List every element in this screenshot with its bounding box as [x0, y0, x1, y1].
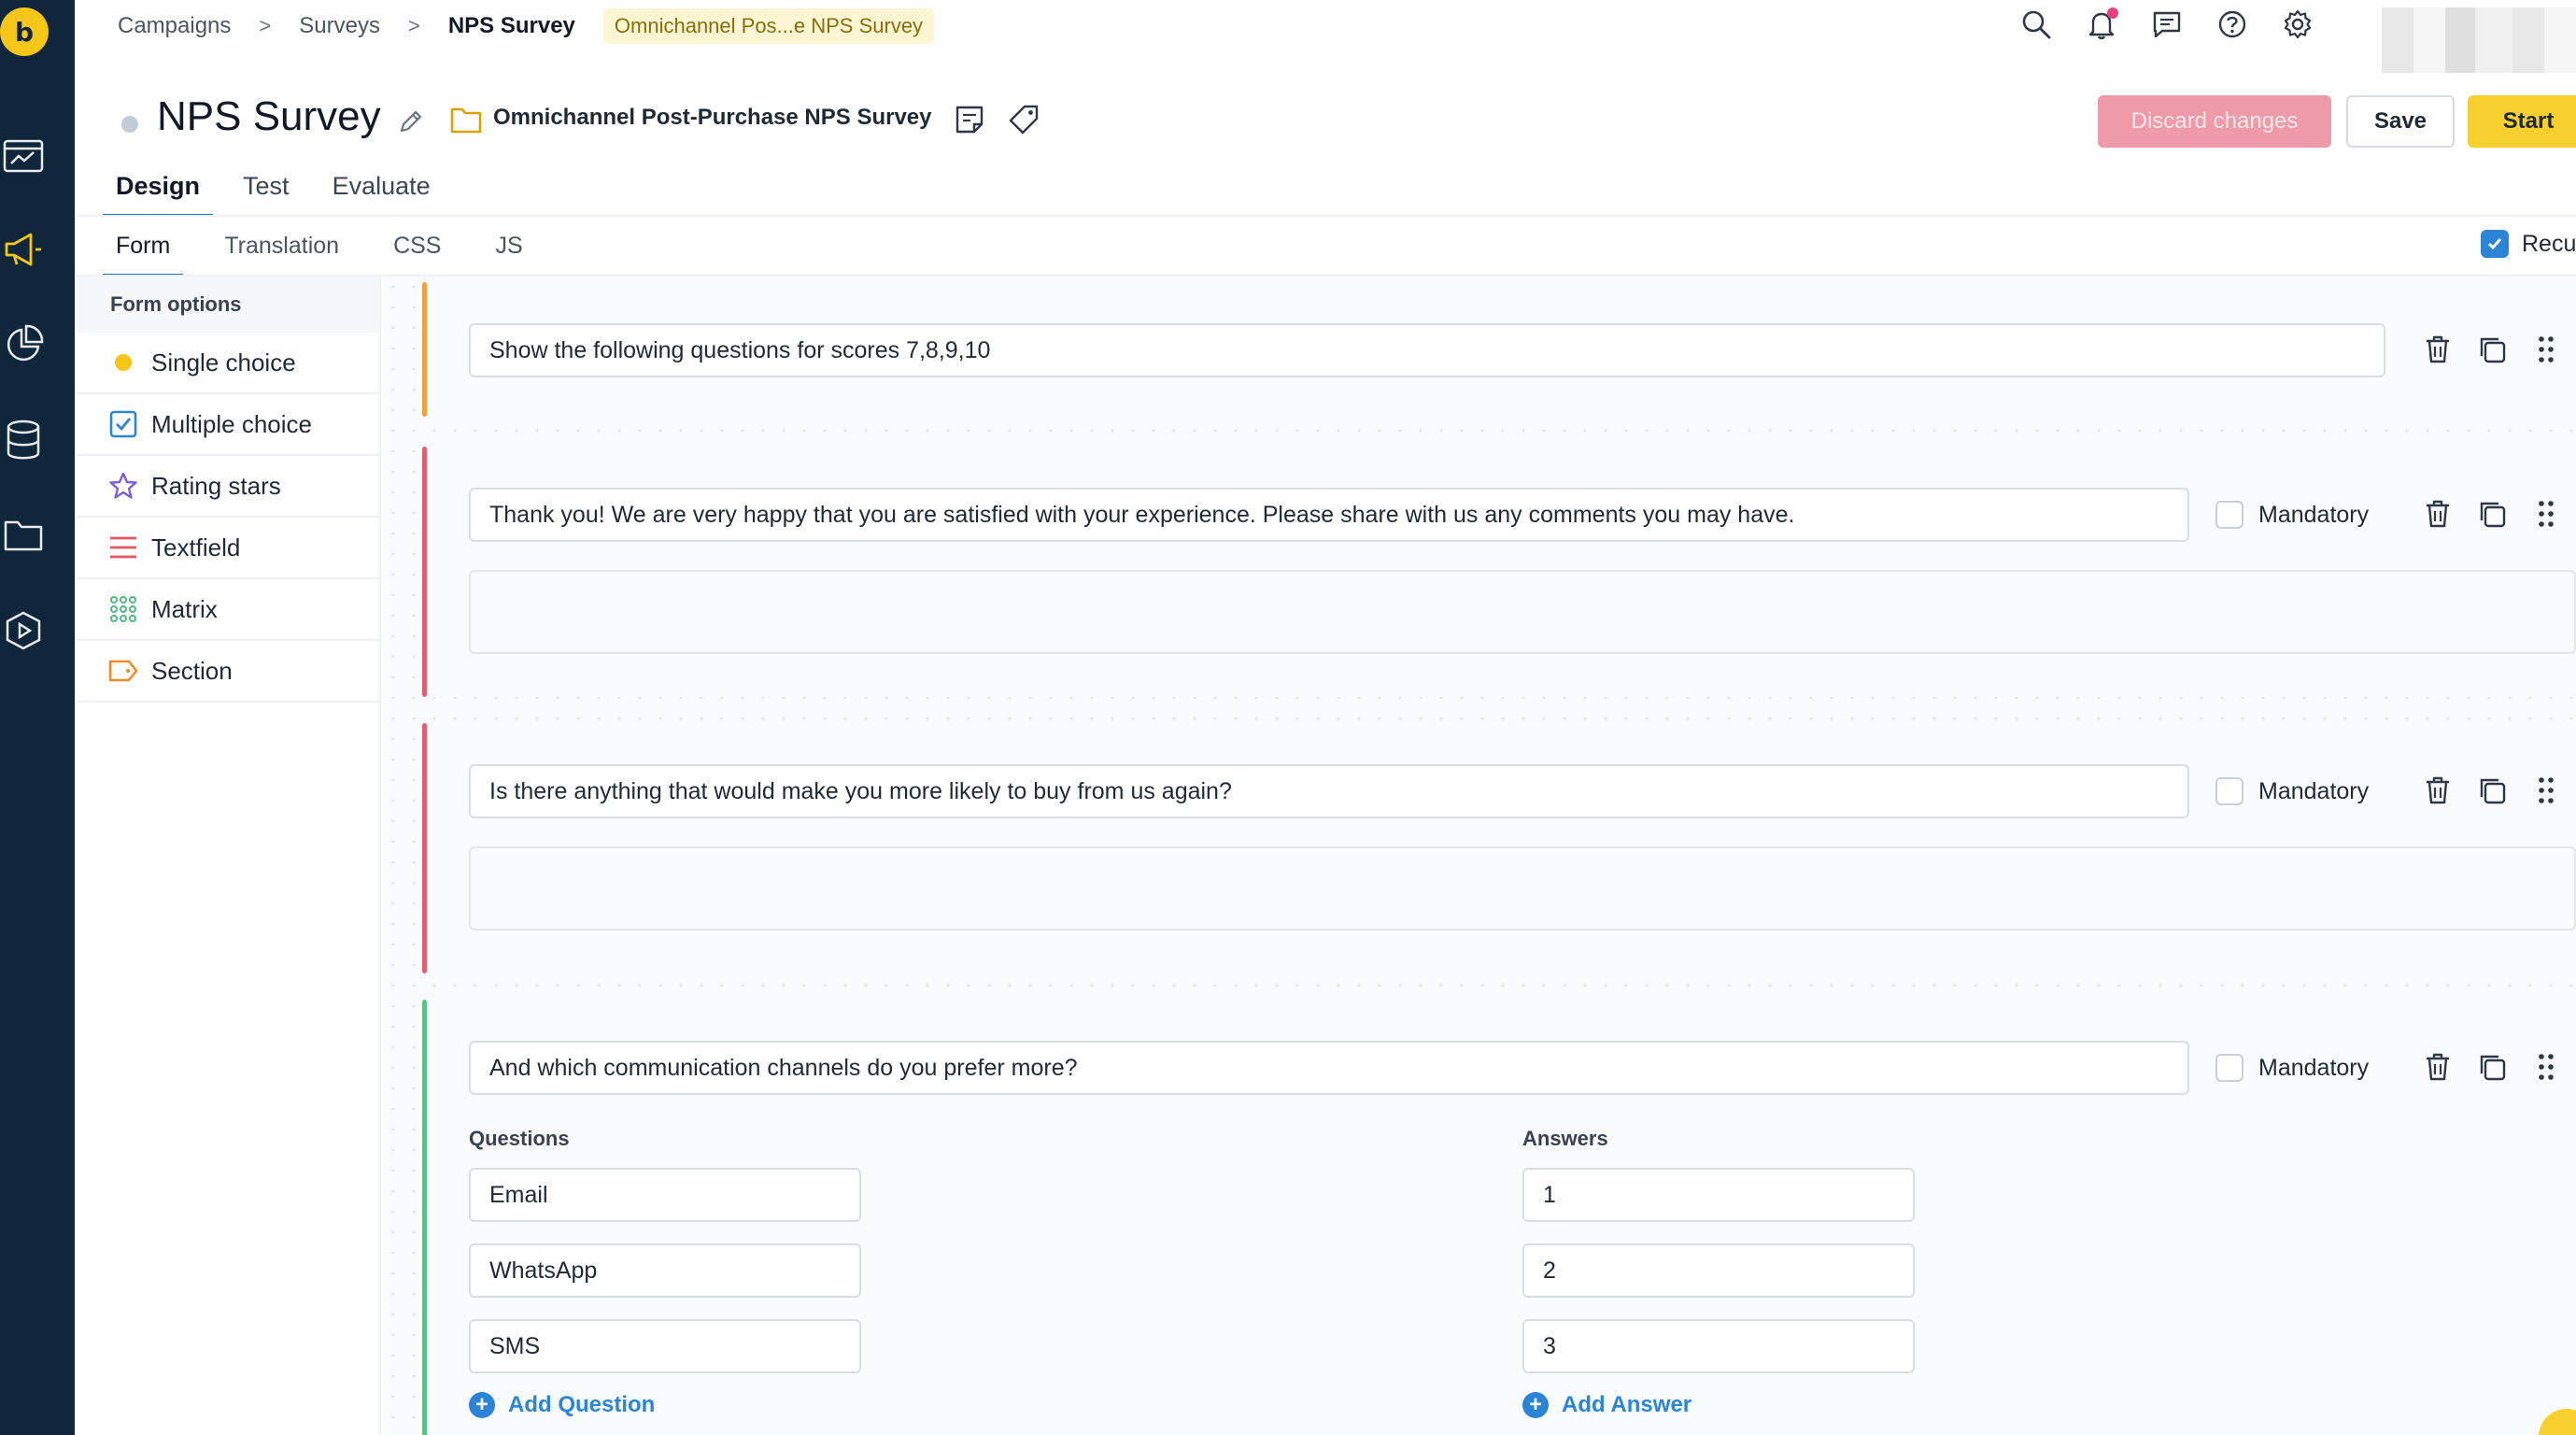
option-label: Single choice	[151, 348, 296, 377]
drag-handle-icon[interactable]	[2529, 1050, 2563, 1084]
matrix-answer-input[interactable]: 2	[1522, 1243, 1915, 1298]
question-text-input[interactable]: Is there anything that would make you more likely to buy from us again?	[469, 764, 2189, 818]
question-card-matrix-channels	[422, 1000, 2576, 1435]
breadcrumb-separator: >	[259, 14, 272, 37]
breadcrumb-campaigns[interactable]: Campaigns	[118, 13, 232, 38]
recurring-label: Recu	[2522, 230, 2576, 257]
duplicate-copy-icon[interactable]	[2475, 497, 2509, 531]
dashboard-icon[interactable]	[0, 133, 47, 179]
star-icon	[108, 471, 138, 501]
option-multiple-choice[interactable]	[77, 394, 379, 456]
matrix-answer-input[interactable]: 1	[1522, 1168, 1915, 1222]
section-card-scores	[422, 282, 2576, 417]
option-single-choice[interactable]	[77, 333, 379, 394]
tab-evaluate[interactable]: Evaluate	[332, 172, 431, 200]
option-rating-stars[interactable]	[77, 456, 379, 518]
messages-icon[interactable]	[2148, 6, 2186, 43]
survey-folder-name[interactable]: Omnichannel Post-Purchase NPS Survey	[493, 105, 932, 130]
mandatory-label: Mandatory	[2258, 1054, 2370, 1081]
notification-badge	[2107, 7, 2118, 19]
duplicate-copy-icon[interactable]	[2475, 333, 2509, 366]
discard-changes-button[interactable]: Discard changes	[2098, 95, 2331, 148]
option-matrix[interactable]	[77, 579, 379, 641]
option-label: Multiple choice	[151, 409, 312, 438]
drag-handle-icon[interactable]	[2529, 774, 2563, 807]
main-tabs	[103, 166, 460, 217]
card-actions	[2421, 333, 2563, 366]
answer-textarea-preview[interactable]	[469, 570, 2576, 654]
matrix-question-input[interactable]: Email	[469, 1168, 861, 1222]
pie-chart-icon[interactable]	[0, 321, 47, 368]
breadcrumb-separator: >	[407, 14, 420, 37]
mandatory-label: Mandatory	[2258, 501, 2370, 528]
tab-test[interactable]: Test	[243, 172, 290, 200]
megaphone-icon[interactable]	[0, 226, 47, 273]
matrix-question-input[interactable]: WhatsApp	[469, 1243, 861, 1298]
notes-icon[interactable]	[953, 103, 986, 136]
card-accent-bar	[422, 282, 427, 417]
tab-design[interactable]: Design	[103, 166, 213, 217]
drag-handle-icon[interactable]	[2529, 333, 2563, 366]
option-label: Matrix	[151, 594, 218, 623]
yellow-dot-icon	[108, 348, 138, 377]
form-options-title: Form options	[77, 277, 379, 333]
add-question-button[interactable]	[469, 1392, 655, 1418]
duplicate-copy-icon[interactable]	[2475, 774, 2509, 807]
question-card-buy-again	[422, 723, 2576, 973]
checkbox-icon	[108, 409, 138, 439]
save-button[interactable]: Save	[2346, 95, 2455, 148]
option-label: Rating stars	[151, 471, 281, 500]
matrix-question-input[interactable]: SMS	[469, 1319, 861, 1373]
delete-trash-icon[interactable]	[2421, 774, 2455, 807]
search-icon[interactable]	[2017, 6, 2055, 43]
tag-icon[interactable]	[1007, 103, 1040, 136]
matrix-answer-input[interactable]: 3	[1522, 1319, 1915, 1373]
form-options-panel	[77, 277, 381, 1435]
delete-trash-icon[interactable]	[2421, 1050, 2455, 1084]
delete-trash-icon[interactable]	[2421, 497, 2455, 531]
breadcrumb-current: NPS Survey	[447, 13, 575, 38]
top-utility-icons	[2017, 6, 2316, 43]
folder-icon	[450, 105, 482, 135]
card-actions	[2421, 497, 2563, 531]
subtab-form[interactable]: Form	[103, 224, 183, 277]
checkmark-icon[interactable]	[2481, 230, 2509, 258]
page-title: NPS Survey	[157, 93, 381, 139]
question-card-comments	[422, 447, 2576, 697]
option-label: Textfield	[151, 533, 241, 561]
play-hexagon-icon[interactable]	[0, 607, 47, 654]
question-text-input[interactable]: And which communication channels do you prefer more?	[469, 1041, 2189, 1095]
start-button[interactable]: Start	[2468, 95, 2576, 148]
brand-logo[interactable]: b	[0, 7, 49, 56]
answer-textarea-preview[interactable]	[469, 846, 2576, 931]
add-question-label: Add Question	[508, 1392, 656, 1417]
tabs-divider	[75, 215, 2576, 217]
matrix-questions-label: Questions	[469, 1127, 570, 1150]
subtab-css[interactable]: CSS	[393, 233, 442, 259]
matrix-answers-label: Answers	[1522, 1127, 1608, 1150]
survey-status-dot	[121, 116, 138, 133]
mandatory-checkbox[interactable]	[2215, 501, 2369, 529]
folder-nav-icon[interactable]	[0, 512, 47, 559]
mandatory-checkbox[interactable]	[2215, 1054, 2369, 1082]
card-accent-bar	[422, 723, 427, 973]
section-tag-icon	[108, 656, 138, 686]
subtab-translation[interactable]: Translation	[224, 233, 340, 259]
option-label: Section	[151, 656, 233, 685]
duplicate-copy-icon[interactable]	[2475, 1050, 2509, 1084]
help-icon[interactable]	[2214, 6, 2251, 43]
delete-trash-icon[interactable]	[2421, 333, 2455, 366]
plus-circle-icon: +	[1522, 1392, 1549, 1418]
card-accent-bar	[422, 1000, 427, 1435]
edit-pencil-icon[interactable]	[396, 107, 426, 136]
card-actions	[2421, 1050, 2563, 1084]
breadcrumb-survey-chip: Omnichannel Pos...e NPS Survey	[603, 8, 934, 44]
card-accent-bar	[422, 447, 427, 697]
section-title-input[interactable]: Show the following questions for scores 7,8,9,10	[469, 323, 2385, 377]
checkbox-box[interactable]	[2215, 777, 2243, 805]
design-subtabs	[103, 224, 564, 277]
subtab-js[interactable]: JS	[495, 233, 523, 259]
mandatory-label: Mandatory	[2258, 777, 2370, 804]
notification-bell-icon[interactable]	[2083, 6, 2120, 43]
add-answer-button[interactable]	[1522, 1392, 1691, 1418]
lines-icon	[108, 533, 138, 562]
grid-dots-icon	[108, 594, 138, 624]
add-answer-label: Add Answer	[1562, 1392, 1692, 1417]
user-avatar-blurred[interactable]	[2382, 7, 2576, 73]
mandatory-checkbox[interactable]	[2215, 777, 2369, 805]
database-icon[interactable]	[0, 417, 47, 463]
card-actions	[2421, 774, 2563, 807]
option-textfield[interactable]	[77, 518, 379, 579]
breadcrumb-surveys[interactable]: Surveys	[299, 13, 380, 38]
breadcrumb	[118, 9, 934, 43]
checkbox-box[interactable]	[2215, 1054, 2243, 1082]
settings-gear-icon[interactable]	[2279, 6, 2316, 43]
plus-circle-icon: +	[469, 1392, 495, 1418]
checkbox-box[interactable]	[2215, 501, 2243, 529]
recurring-checkbox[interactable]	[2481, 228, 2576, 260]
left-nav-rail	[0, 0, 75, 1435]
drag-handle-icon[interactable]	[2529, 497, 2563, 531]
question-text-input[interactable]: Thank you! We are very happy that you are satisfied with your experience. Please share with us any comments you may have.	[469, 488, 2189, 542]
option-section[interactable]	[77, 641, 379, 703]
